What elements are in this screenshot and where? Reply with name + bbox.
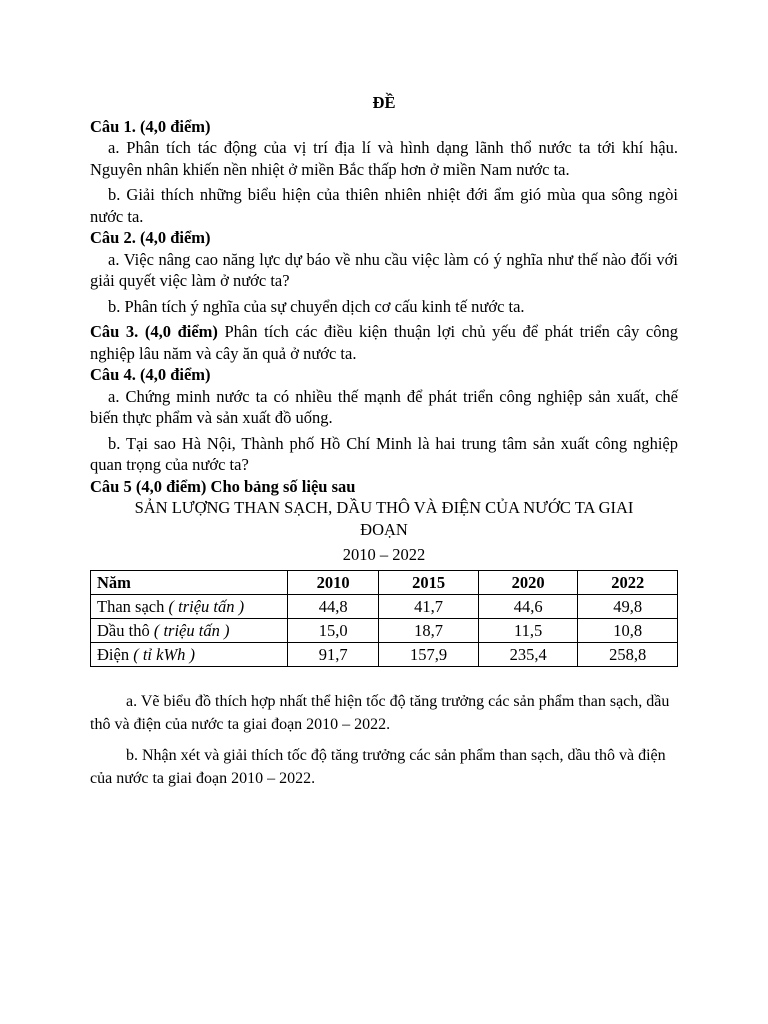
row-label-name: Điện xyxy=(97,644,134,664)
q2-part-b: b. Phân tích ý nghĩa của sự chuyển dịch cơ cấu kinh tế nước ta. xyxy=(108,296,525,316)
table-row xyxy=(91,643,678,667)
table-cell: 91,7 xyxy=(288,643,379,667)
row-label-name: Dầu thô xyxy=(97,620,154,640)
table-cell: 235,4 xyxy=(478,643,578,667)
table-row xyxy=(91,595,678,619)
table-cell: 10,8 xyxy=(578,619,678,643)
exam-title: ĐỀ xyxy=(372,93,396,112)
q3-paragraph xyxy=(90,321,678,364)
row-label-unit: ( triệu tấn ) xyxy=(168,596,245,616)
q1-heading: Câu 1. (4,0 điểm) xyxy=(90,116,211,136)
row-label xyxy=(91,643,288,667)
q2-part-a: a. Việc nâng cao năng lực dự báo về nhu cầu việc làm có ý nghĩa như thế nào đối với giải quyết việc làm ở nước ta? xyxy=(90,249,678,290)
table-header-row xyxy=(91,571,678,595)
header-cell-2020: 2020 xyxy=(478,571,578,595)
q2-heading: Câu 2. (4,0 điểm) xyxy=(90,228,211,247)
table-cell: 157,9 xyxy=(379,643,479,667)
table-cell: 44,6 xyxy=(478,595,578,619)
table-period: 2010 – 2022 xyxy=(342,545,426,564)
data-table xyxy=(90,570,678,667)
q4-heading: Câu 4. (4,0 điểm) xyxy=(90,365,211,384)
q4-part-b: b. Tại sao Hà Nội, Thành phố Hồ Chí Minh là hai trung tâm sản xuất công nghiệp quan trọng của nước ta? xyxy=(90,433,678,474)
q1-part-a: a. Phân tích tác động của vị trí địa lí và hình dạng lãnh thổ nước ta tới khí hậu. Nguyên nhân khiến nền nhiệt ở miền Bắc thấp hơn ở miền Nam nước ta. xyxy=(90,138,678,179)
table-title: SẢN LƯỢNG THAN SẠCH, DẦU THÔ VÀ ĐIỆN CỦA NƯỚC TA GIAI ĐOẠN xyxy=(134,498,634,539)
table-cell: 258,8 xyxy=(578,643,678,667)
table-cell: 41,7 xyxy=(379,595,479,619)
q4-part-a: a. Chứng minh nước ta có nhiều thế mạnh để phát triển công nghiệp sản xuất, chế biến thực phẩm và sản xuất đồ uống. xyxy=(90,386,678,427)
q3-heading: Câu 3. (4,0 điểm) xyxy=(90,322,218,341)
row-label-name: Than sạch xyxy=(97,596,169,616)
table-cell: 44,8 xyxy=(288,595,379,619)
row-label-unit: ( tỉ kWh ) xyxy=(133,644,196,664)
q5-part-a: a. Vẽ biểu đồ thích hợp nhất thể hiện tốc độ tăng trưởng các sản phẩm than sạch, dầu thô và điện của nước ta giai đoạn 2010 – 2022. xyxy=(90,693,670,733)
q5-heading: Câu 5 (4,0 điểm) Cho bảng số liệu sau xyxy=(90,476,356,496)
header-cell-2010: 2010 xyxy=(288,571,379,595)
table-cell: 18,7 xyxy=(379,619,479,643)
header-cell-2022: 2022 xyxy=(578,571,678,595)
q1-part-b: b. Giải thích những biểu hiện của thiên nhiên nhiệt đới ẩm gió mùa qua sông ngòi nước ta. xyxy=(90,185,678,226)
row-label xyxy=(91,595,288,619)
row-label xyxy=(91,619,288,643)
row-label-unit: ( triệu tấn ) xyxy=(153,620,230,640)
table-cell: 15,0 xyxy=(288,619,379,643)
table-cell: 49,8 xyxy=(578,595,678,619)
table-cell: 11,5 xyxy=(478,619,578,643)
q5-part-b: b. Nhận xét và giải thích tốc độ tăng trưởng các sản phẩm than sạch, dầu thô và điện của nước ta giai đoạn 2010 – 2022. xyxy=(90,747,666,787)
table-row xyxy=(91,619,678,643)
exam-page xyxy=(90,92,678,790)
header-cell-2015: 2015 xyxy=(379,571,479,595)
header-cell-year: Năm xyxy=(91,571,288,595)
q3-text: Phân tích các điều kiện thuận lợi chủ yếu để phát triển cây công nghiệp lâu năm và cây ăn quả ở nước ta. xyxy=(90,322,678,363)
